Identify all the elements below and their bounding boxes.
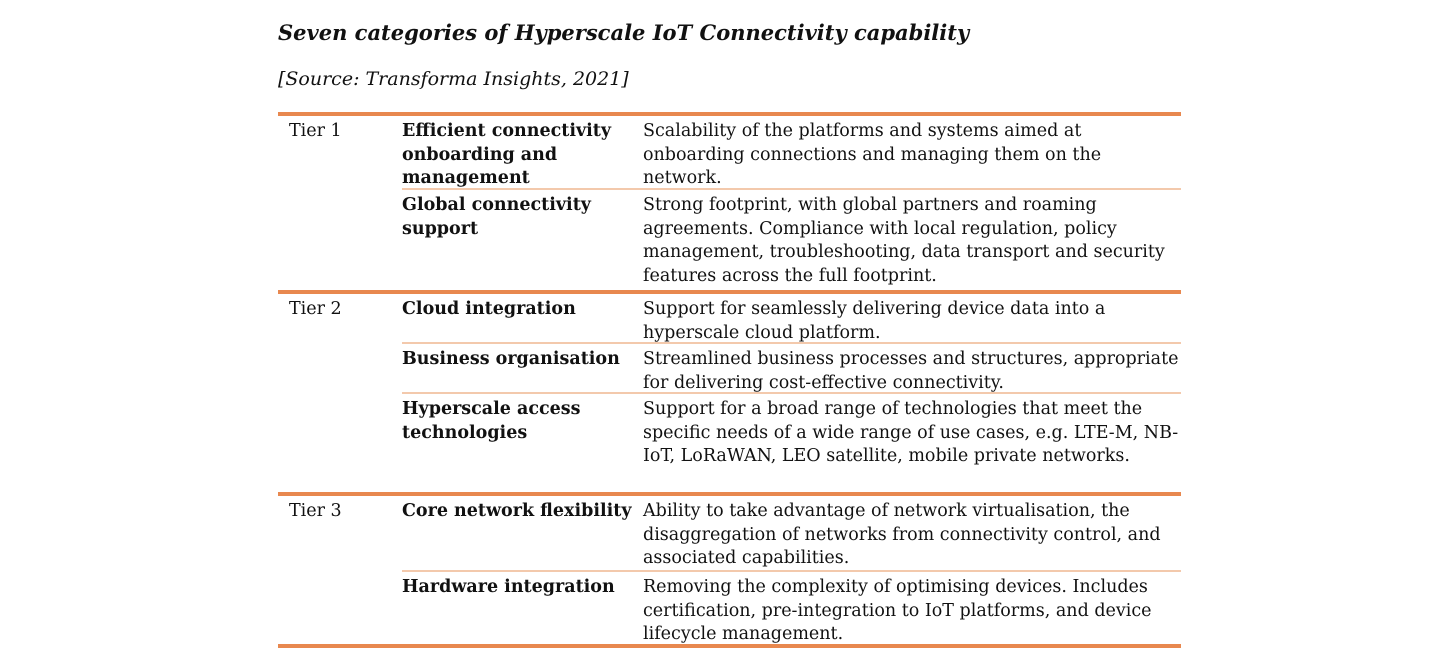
- category-cell: Global connectivity support: [402, 195, 591, 239]
- description-cell: Ability to take advantage of network virtualisation, the disaggregation of networks from connectivity control, and associated capabilities.: [643, 501, 1161, 568]
- table-row: [402, 570, 1181, 644]
- source-note: [Source: Transforma Insights, 2021]: [278, 68, 629, 90]
- description-cell: Strong footprint, with global partners and roaming agreements. Compliance with local regulation, policy management, troubleshooting, data transport and security features across the full footprint.: [643, 195, 1165, 286]
- description-cell: Streamlined business processes and structures, appropriate for delivering cost-effective connectivity.: [643, 349, 1179, 393]
- table-row: [402, 294, 1181, 342]
- table-row: [402, 342, 1181, 392]
- table-row: [402, 188, 1181, 286]
- tier-3-group: [278, 492, 1181, 648]
- capability-table: [278, 112, 1181, 648]
- tier-1-group: [278, 112, 1181, 290]
- category-cell: Business organisation: [402, 349, 620, 369]
- description-cell: Scalability of the platforms and systems aimed at onboarding connections and managing them on the network.: [643, 121, 1102, 188]
- tier-label: Tier 3: [289, 501, 342, 521]
- table-row: [402, 116, 1181, 188]
- category-cell: Efficient connectivity onboarding and management: [402, 121, 612, 188]
- category-cell: Hyperscale access technologies: [402, 399, 581, 443]
- category-cell: Cloud integration: [402, 299, 576, 319]
- tier-2-group: [278, 290, 1181, 492]
- tier-label: Tier 1: [289, 121, 342, 141]
- tier-label: Tier 2: [289, 299, 342, 319]
- description-cell: Support for a broad range of technologies that meet the specific needs of a wide range of use cases, e.g. LTE-M, NB-IoT, LoRaWAN, LEO satellite, mobile private networks.: [643, 399, 1179, 466]
- table-row: [402, 496, 1181, 570]
- table-row: [402, 392, 1181, 490]
- category-cell: Core network flexibility: [402, 501, 632, 521]
- description-cell: Removing the complexity of optimising devices. Includes certification, pre-integration to IoT platforms, and device lifecycle management.: [643, 577, 1152, 644]
- description-cell: Support for seamlessly delivering device data into a hyperscale cloud platform.: [643, 299, 1106, 343]
- category-cell: Hardware integration: [402, 577, 615, 597]
- document-title: Seven categories of Hyperscale IoT Connectivity capability: [278, 20, 970, 45]
